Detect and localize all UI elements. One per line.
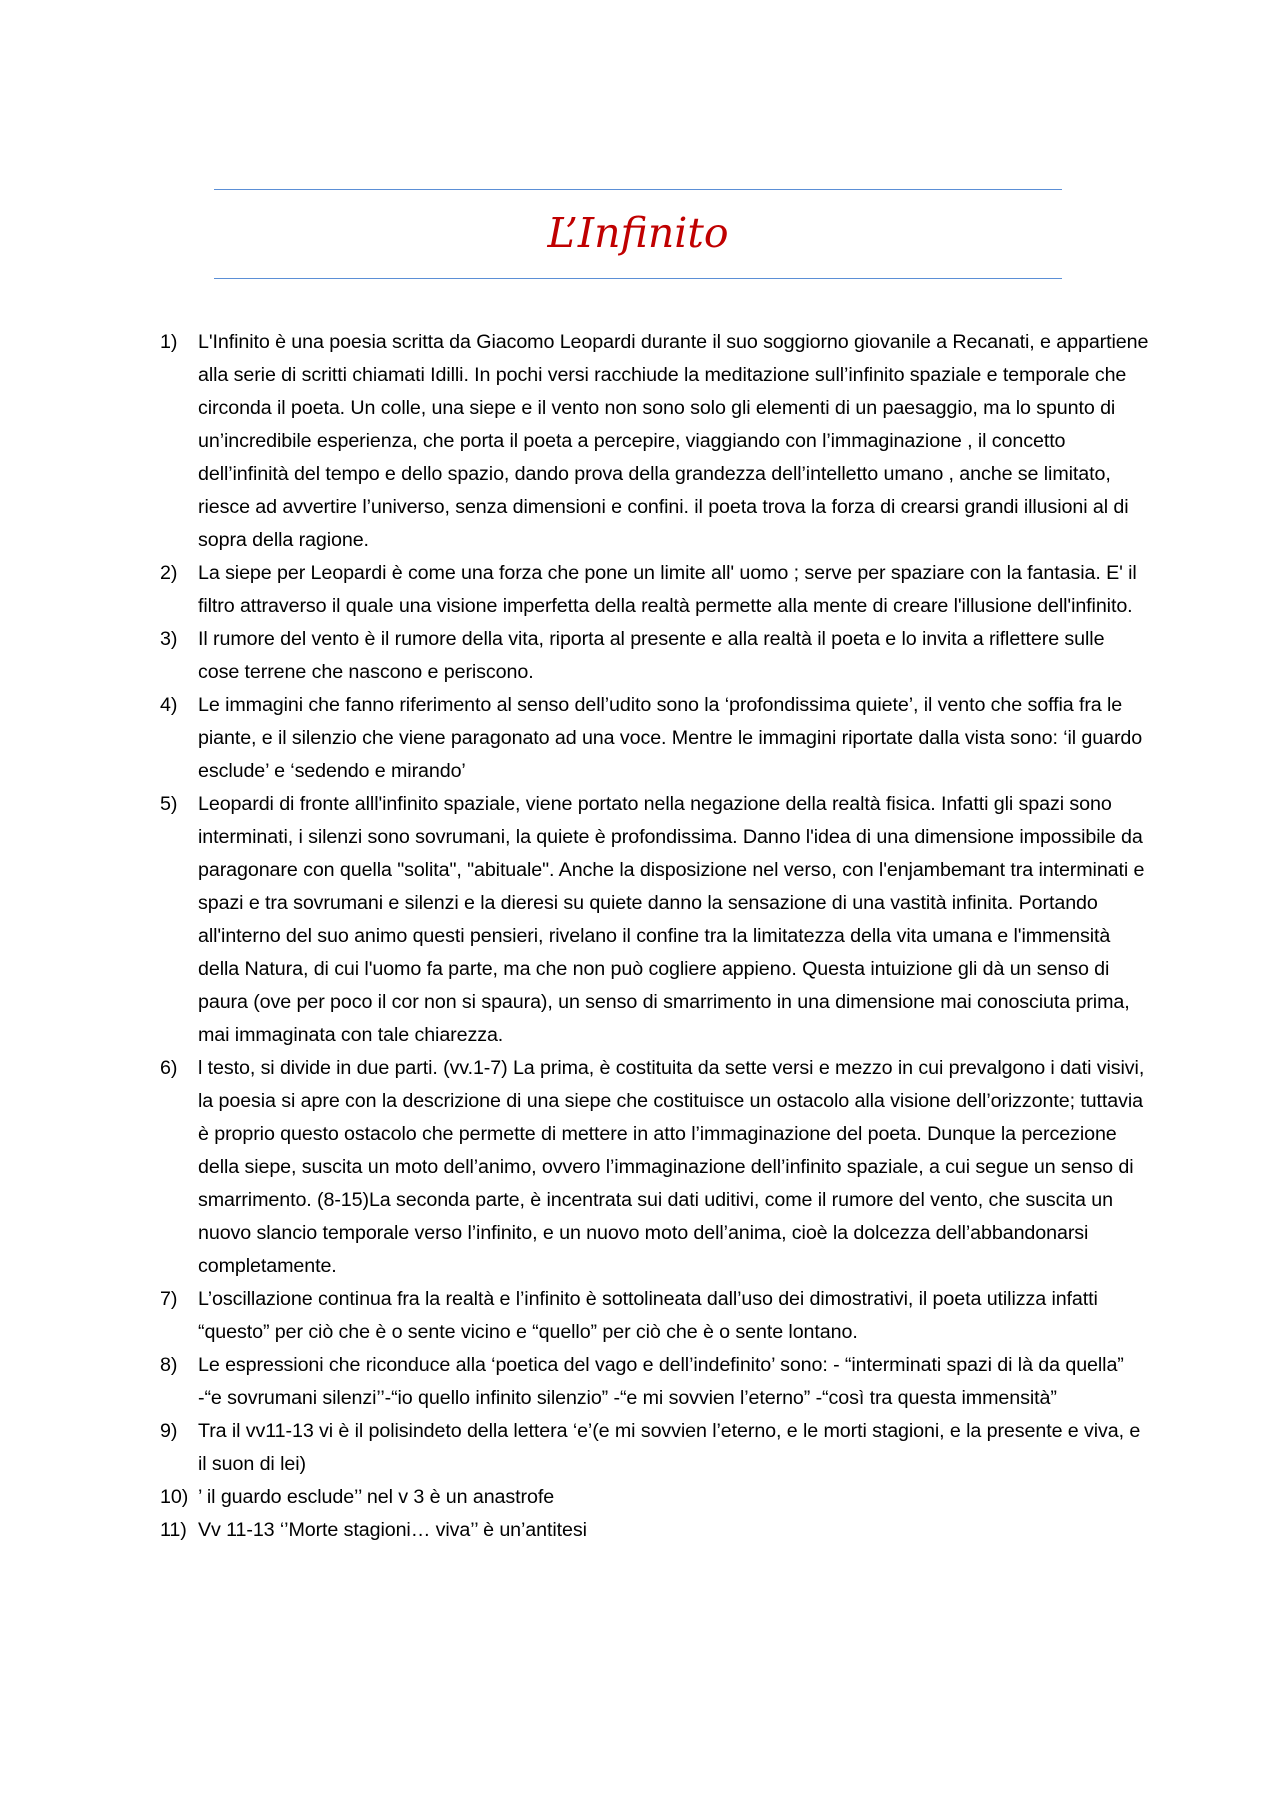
list-item-number: 7) — [160, 1288, 178, 1310]
list-item-text: Vv 11-13 ‘’Morte stagioni… viva’’ è un’antitesi — [198, 1519, 587, 1541]
list-item-number: 3) — [160, 628, 178, 650]
list-item — [160, 557, 1150, 623]
list-item-number: 6) — [160, 1057, 178, 1079]
list-item-number: 9) — [160, 1420, 178, 1442]
list-item — [160, 623, 1150, 689]
list-item-text: l testo, si divide in due parti. (vv.1-7) La prima, è costituita da sette versi e mezzo in cui prevalgono i dati visivi, la poesia si apre con la descrizione di una siepe che costituisce un ostacolo alla visione dell’orizzonte; tuttavia è proprio questo ostacolo che permette di mettere in atto l’immaginazione del poeta. Dunque la percezione della siepe, suscita un moto dell’animo, ovvero l’immaginazione dell’infinito spaziale, a cui segue un senso di smarrimento. (8-15)La seconda parte, è incentrata sui dati uditivi, come il rumore del vento, che suscita un nuovo slancio temporale verso l’infinito, e un nuovo moto dell’anima, cioè la dolcezza dell’abbandonarsi completamente. — [198, 1057, 1145, 1277]
list-item — [160, 689, 1150, 788]
numbered-list — [160, 326, 1150, 1547]
list-item — [160, 1283, 1150, 1349]
list-item-text: Tra il vv11-13 vi è il polisindeto della lettera ‘e’(e mi sovvien l’eterno, e le morti stagioni, e la presente e viva, e il suon di lei) — [198, 1420, 1141, 1475]
list-item-text: La siepe per Leopardi è come una forza che pone un limite all' uomo ; serve per spaziare con la fantasia. E' il filtro attraverso il quale una visione imperfetta della realtà permette alla mente di creare l'illusione dell'infinito. — [198, 562, 1137, 617]
list-item — [160, 1349, 1150, 1415]
list-item — [160, 1514, 1150, 1547]
page-title: L’Infinito — [547, 209, 729, 257]
list-item-number: 11) — [160, 1519, 187, 1541]
list-item-text: ’ il guardo esclude’’ nel v 3 è un anastrofe — [198, 1486, 555, 1508]
list-item — [160, 788, 1150, 1052]
list-item-text: L'Infinito è una poesia scritta da Giacomo Leopardi durante il suo soggiorno giovanile a Recanati, e appartiene alla serie di scritti chiamati Idilli. In pochi versi racchiude la meditazione sull’infinito spaziale e temporale che circonda il poeta. Un colle, una siepe e il vento non sono solo gli elementi di un paesaggio, ma lo spunto di un’incredibile esperienza, che porta il poeta a percepire, viaggiando con l’immaginazione , il concetto dell’infinità del tempo e dello spazio, dando prova della grandezza dell’intelletto umano , anche se limitato, riesce ad avvertire l’universo, senza dimensioni e confini. il poeta trova la forza di crearsi grandi illusioni al di sopra della ragione. — [198, 331, 1149, 551]
list-item-number: 10) — [160, 1486, 189, 1508]
list-item — [160, 326, 1150, 557]
list-item-number: 8) — [160, 1354, 178, 1376]
list-item-text: Il rumore del vento è il rumore della vita, riporta al presente e alla realtà il poeta e lo invita a riflettere sulle cose terrene che nascono e periscono. — [198, 628, 1105, 683]
list-item — [160, 1052, 1150, 1283]
list-item-text: Le espressioni che riconduce alla ‘poetica del vago e dell’indefinito’ sono: - “interminati spazi di là da quella” -“e sovrumani silenzi’’-“io quello infinito silenzio” -“e mi sovvien l’eterno” -“così tra questa immensità” — [198, 1354, 1124, 1409]
list-item-number: 1) — [160, 331, 178, 353]
title-bottom-rule — [214, 278, 1062, 279]
list-item — [160, 1415, 1150, 1481]
title-top-rule — [214, 189, 1062, 190]
list-item-number: 4) — [160, 694, 178, 716]
list-item-number: 2) — [160, 562, 178, 584]
list-item-number: 5) — [160, 793, 178, 815]
list-item-text: Leopardi di fronte alll'infinito spaziale, viene portato nella negazione della realtà fisica. Infatti gli spazi sono interminati, i silenzi sono sovrumani, la quiete è profondissima. Danno l'idea di una dimensione impossibile da paragonare con quella "solita", "abituale". Anche la disposizione nel verso, con l'enjambemant tra interminati e spazi e tra sovrumani e silenzi e la dieresi su quiete danno la sensazione di una vastità infinita. Portando all'interno del suo animo questi pensieri, rivelano il confine tra la limitatezza della vita umana e l'immensità della Natura, di cui l'uomo fa parte, ma che non può cogliere appieno. Questa intuizione gli dà un senso di paura (ove per poco il cor non si spaura), un senso di smarrimento in una dimensione mai conosciuta prima, mai immaginata con tale chiarezza. — [198, 793, 1145, 1046]
list-item-text: Le immagini che fanno riferimento al senso dell’udito sono la ‘profondissima quiete’, il vento che soffia fra le piante, e il silenzio che viene paragonato ad una voce. Mentre le immagini riportate dalla vista sono: ‘il guardo esclude’ e ‘sedendo e mirando’ — [198, 694, 1143, 782]
list-item — [160, 1481, 1150, 1514]
list-item-text: L’oscillazione continua fra la realtà e l’infinito è sottolineata dall’uso dei dimostrativi, il poeta utilizza infatti “questo” per ciò che è o sente vicino e “quello” per ciò che è o sente lontano. — [198, 1288, 1098, 1343]
